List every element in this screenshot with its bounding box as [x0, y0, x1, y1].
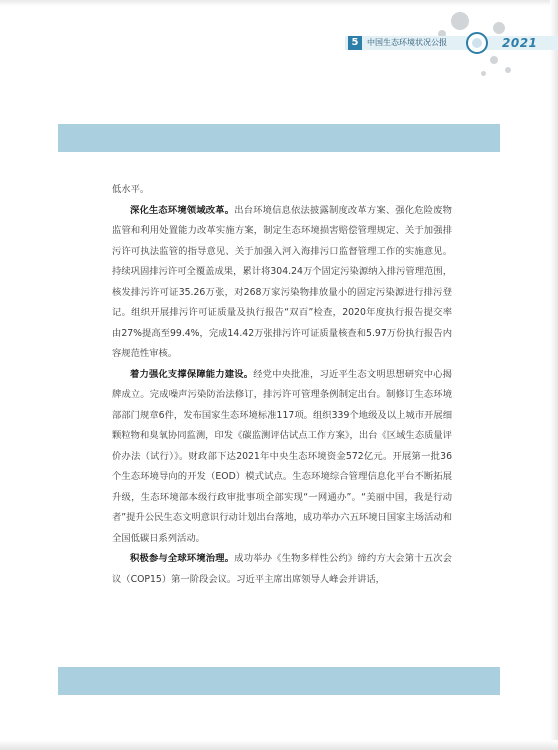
running-header-title: 中国生态环境状况公报	[367, 38, 447, 47]
decorative-dot	[493, 22, 505, 34]
decorative-dot	[505, 67, 511, 73]
section-number: 5	[348, 36, 362, 50]
paragraph-lead: 积极参与全球环境治理。	[130, 553, 235, 564]
paragraph-lead: 着力强化支撑保障能力建设。	[130, 368, 254, 380]
decorative-dot	[451, 12, 469, 30]
paragraph-global	[112, 549, 452, 590]
paragraph-text: 成功举办《生物多样性公约》缔约方大会第十五次会议（COP15）第一阶段会议。习近平主席出席领导人峰会并讲话，	[112, 553, 452, 585]
body-text	[112, 180, 452, 590]
paragraph-text: 经党中央批准，习近平生态文明思想研究中心揭牌成立。完成噪声污染防治法修订，排污许可管理条例制定出台。制修订生态环境部部门规章6件，发布国家生态环境标准117项。组织339个地级及以上城市开展细颗粒物和臭氧协同监测，印发《碳监测评估试点工作方案》，出台《区域生态质量评价办法（试行）》。财政部下达2021年中央生态环境资金572亿元。开展第一批36个生态环境导向的开发（EOD）模式试点。生态环境综合管理信息化平台不断拓展升级，生态环境部本级行政审批事项全部实现“一网通办”。“美丽中国，我是行动者”提升公民生态文明意识行动计划出台落地，成功举办六五环境日国家主场活动和全国低碳日系列活动。	[112, 368, 452, 544]
paragraph-capacity	[112, 365, 452, 550]
page-bottom-shadow	[0, 740, 558, 750]
decorative-dot	[490, 56, 498, 64]
page-right-shadow	[550, 0, 558, 750]
decorative-dot	[481, 71, 486, 76]
top-color-band	[58, 124, 500, 152]
bottom-color-band	[58, 667, 500, 695]
paragraph-reform	[112, 201, 452, 365]
paragraph-lead: 深化生态环境领域改革。	[130, 204, 235, 216]
page-top-shadow	[0, 0, 558, 6]
report-year: 2021	[502, 36, 538, 50]
continuation-line: 低水平。	[112, 184, 150, 195]
circle-emblem-icon	[466, 32, 488, 54]
paragraph-text: 出台环境信息依法披露制度改革方案、强化危险废物监管和利用处置能力改革实施方案，制定生态环境损害赔偿管理规定、关于加强排污许可执法监管的指导意见、关于加强入河入海排污口监督管理工作的实施意见。持续巩固排污许可全覆盖成果，累计将304.24万个固定污染源纳入排污管理范围，核发排污许可证35.26万张，对268万家污染物排放量小的固定污染源进行排污登记。组织开展排污许可证质量及执行报告“双百”检查，2020年度执行报告提交率由27%提高至99.4%，完成14.42万张排污许可证质量核查和5.97万份执行报告内容规范性审核。	[112, 204, 452, 359]
